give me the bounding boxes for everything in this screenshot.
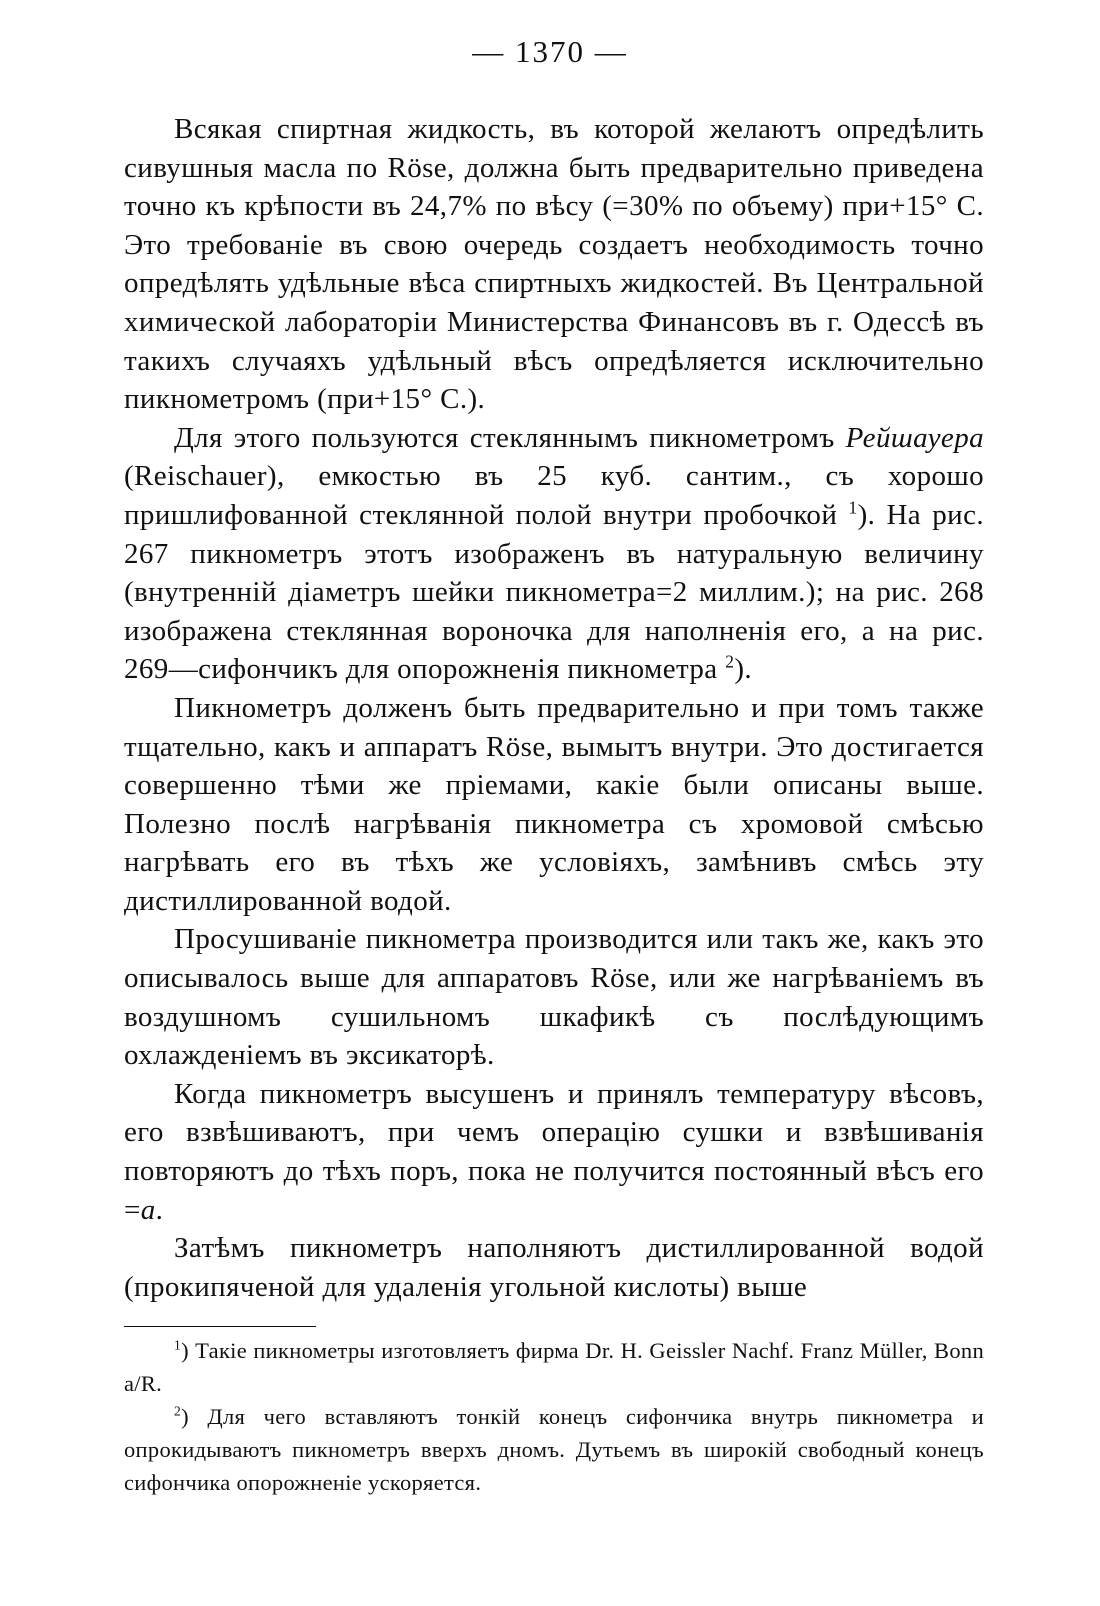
- paragraph: [124, 1229, 984, 1306]
- paragraph: [124, 110, 984, 419]
- text-run: Всякая спиртная жидкость, въ которой желаютъ опредѣлить сивушныя масла по Röse, должна быть предварительно приведена точно къ крѣпости въ 24,7% по вѣсу (=30% по объему) при+15° С. Это требованіе въ свою очередь создаетъ необходимость точно опредѣлять удѣльные вѣса спиртныхъ жидкостей. Въ Центральной химической лабораторіи Министерства Финансовъ въ г. Одессѣ въ такихъ случаяхъ удѣльный вѣсъ опредѣляется исключительно пикнометромъ (при+15° С.).: [124, 113, 984, 416]
- paragraph: [124, 920, 984, 1074]
- text-run: Когда пикнометръ высушенъ и принялъ температуру вѣсовъ, его взвѣшиваютъ, при чемъ операцію сушки и взвѣшиванія повторяютъ до тѣхъ поръ, пока не получится постоянный вѣсъ его =: [124, 1077, 984, 1226]
- text-run: Пикнометръ долженъ быть предварительно и при томъ также тщательно, какъ и аппаратъ Röse, вымытъ внутри. Это достигается совершенно тѣми же пріемами, какіе были описаны выше. Полезно послѣ нагрѣванія пикнометра съ хромовой смѣсью нагрѣвать его въ тѣхъ же условіяхъ, замѣнивъ смѣсь эту дистиллированной водой.: [124, 691, 984, 917]
- paragraph: [124, 419, 984, 689]
- page-number: — 1370 —: [472, 34, 628, 69]
- text-run: Для этого пользуются стекляннымъ пикнометромъ: [174, 421, 846, 454]
- italic-text: Рейшауера: [845, 421, 984, 454]
- text-run: ) Такіе пикнометры изготовляетъ фирма Dr. H. Geissler Nachf. Franz Müller, Bonn a/R.: [124, 1338, 984, 1396]
- footnote-marker: 1: [848, 497, 858, 518]
- paragraph: [124, 1075, 984, 1229]
- paragraph: [124, 689, 984, 921]
- italic-text: a: [140, 1193, 156, 1226]
- footnote-divider: [124, 1326, 316, 1327]
- footnote: [124, 1400, 984, 1499]
- text-run: ).: [734, 653, 753, 686]
- footnote-marker: 2: [174, 1403, 182, 1419]
- text-run: Затѣмъ пикнометръ наполняютъ дистиллированной водой (прокипяченой для удаленія угольной кислоты) выше: [124, 1232, 984, 1303]
- footnote: [124, 1334, 984, 1400]
- text-run: (Reischauer), емкостью въ 25 куб. сантим., съ хорошо пришлифованной стеклянной полой внутри пробочкой: [124, 460, 984, 531]
- footnotes: [124, 1334, 984, 1499]
- text-run: ). На рис. 267 пикнометръ этотъ изображенъ въ натуральную величину (внутренній діаметръ шейки пикнометра=2 миллим.); на рис. 268 изображена стеклянная вороночка для наполненія его, а на рис. 269—сифончикъ для опорожненія пикнометра: [124, 498, 985, 686]
- text-run: ) Для чего вставляютъ тонкій конецъ сифончика внутрь пикнометра и опрокидываютъ пикнометръ вверхъ дномъ. Дутьемъ въ широкій свободный конецъ сифончика опорожненіе ускоряется.: [124, 1404, 984, 1495]
- footnote-marker: 1: [174, 1337, 182, 1353]
- text-run: .: [155, 1193, 164, 1226]
- text-run: Просушиваніе пикнометра производится или такъ же, какъ это описывалось выше для аппаратовъ Röse, или же нагрѣваніемъ въ воздушномъ сушильномъ шкафикѣ съ послѣдующимъ охлажденіемъ въ эксикаторѣ.: [124, 923, 984, 1072]
- body-text: [124, 110, 984, 1306]
- footnote-marker: 2: [725, 651, 735, 672]
